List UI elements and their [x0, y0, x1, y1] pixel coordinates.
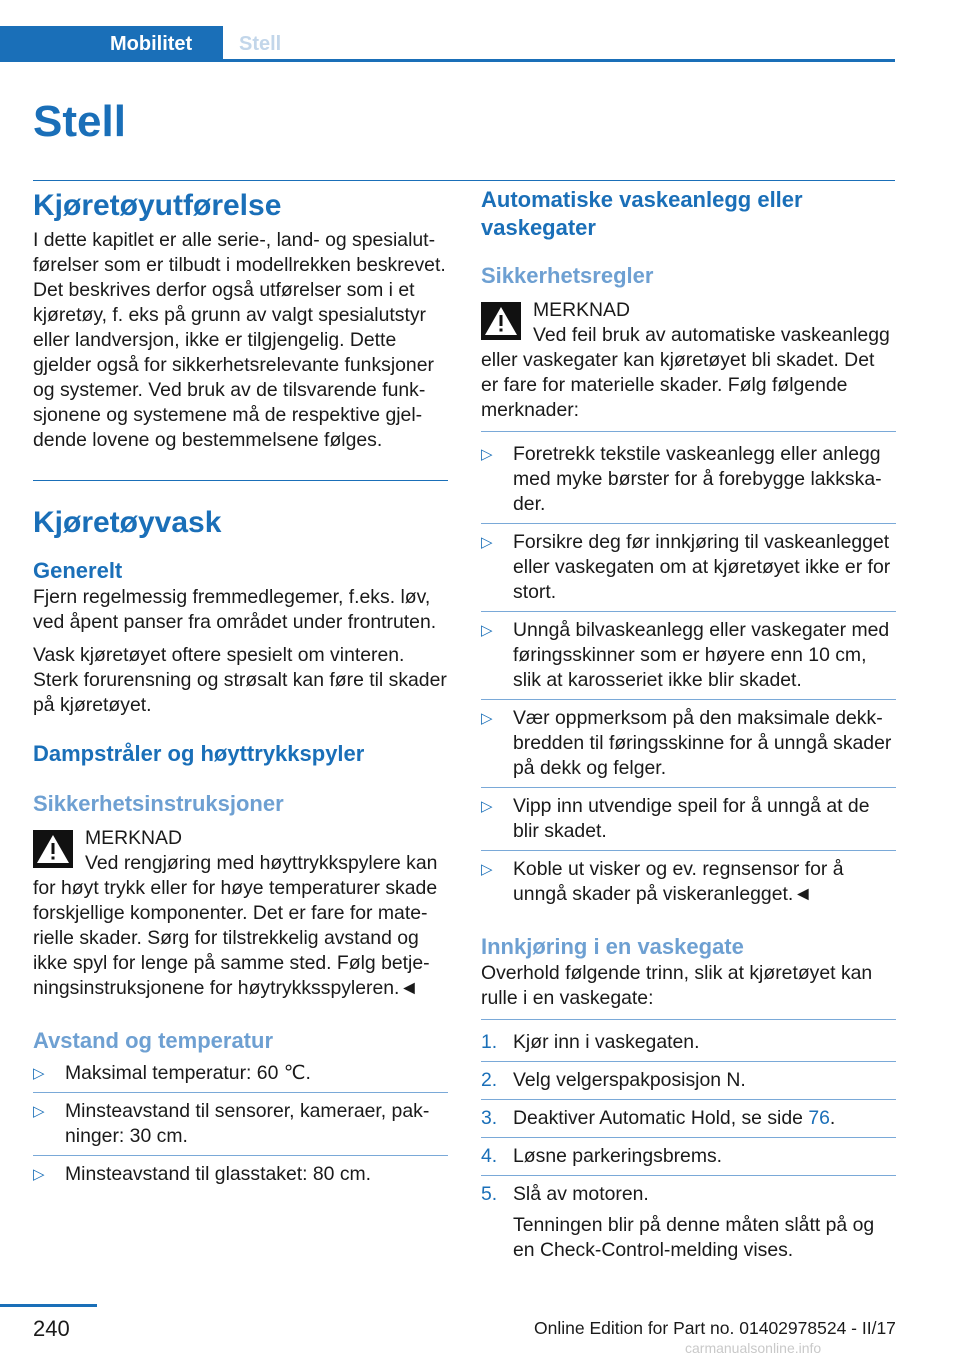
triangle-bullet-icon: ▷ [481, 622, 493, 639]
triangle-bullet-icon: ▷ [481, 534, 493, 551]
warning-box [481, 298, 896, 423]
subheading-safety-rules: Sikkerhetsregler [481, 263, 654, 288]
triangle-bullet-icon: ▷ [33, 1103, 45, 1120]
warning-label: MERKNAD [85, 827, 182, 849]
section-divider [33, 480, 448, 481]
step-item: 1. Kjør inn i vaskegaten. [481, 1031, 700, 1053]
list-divider [481, 431, 896, 432]
general-text-1: Fjern regelmessig fremmedlegemer, f.eks. løv, ved åpent panser fra området under frontruten. [33, 586, 437, 633]
list-divider [481, 1137, 896, 1138]
subheading-general: Generelt [33, 558, 123, 583]
distance-list [33, 1061, 448, 1187]
warning-text: Ved rengjøring med høyttrykkspylere kan for høyt trykk eller for høye temperaturer skade forskjellige komponenter. Det er fare for materielle skader. Sørg for tilstrekkelig avstand og ikke spyl for lenge på samme sted. Følg betjeningsinstruksjonene for høytrykksspyleren.◄ [33, 852, 438, 999]
list-item: ▷ Forsikre deg før innkjøring til vaskeanlegget eller vaskegaten om at kjøretøyet ikke er for stort. [481, 531, 891, 603]
list-divider [481, 850, 896, 851]
entering-text: Overhold følgende trinn, slik at kjøretøyet kan rulle i en vaskegate: [481, 962, 873, 1009]
list-item: ▷ Maksimal temperatur: 60 ℃. [33, 1062, 311, 1084]
list-divider [481, 787, 896, 788]
watermark-text: carmanualsonline.info [685, 1340, 822, 1356]
step-item: 2. Velg velgerspakposisjon N. [481, 1069, 746, 1091]
page-number: 240 [33, 1316, 70, 1341]
list-divider [481, 523, 896, 524]
step-sub-text: Tenningen blir på denne måten slått på og en Check-Control-melding vises. [513, 1214, 875, 1261]
edition-text: Online Edition for Part no. 01402978524 - II/17 [534, 1318, 896, 1338]
warning-box [33, 826, 448, 1001]
general-text-2: Vask kjøretøyet oftere spesielt om vinteren. Sterk forurensning og strøsalt kan føre til skader på kjøretøyet. [33, 644, 447, 716]
list-divider [481, 1061, 896, 1062]
warning-triangle-icon [33, 830, 73, 868]
section-title-car-wash: Automatiske vaskeanlegg eller vaskegater [481, 187, 803, 240]
list-divider [33, 1092, 448, 1093]
step-item: 4. Løsne parkeringsbrems. [481, 1145, 723, 1167]
list-item: ▷ Vipp inn utvendige speil for å unngå at de blir skadet. [481, 795, 870, 842]
list-item: ▷ Vær oppmerksom på den maksimale dekkbredden til føringsskinne for å unngå skader på dekk og felger. [481, 707, 892, 779]
steps-list [481, 1019, 896, 1263]
list-divider [33, 1155, 448, 1156]
list-item: ▷ Unngå bilvaskeanlegg eller vaskegater med føringsskinner som er høyere enn 10 cm, slik at karosseriet ikke blir skadet. [481, 619, 890, 691]
list-item: ▷ Koble ut visker og ev. regnsensor for å unngå skader på viskeranlegget.◄ [481, 858, 844, 905]
subheading-distance-temperature: Avstand og temperatur [33, 1028, 274, 1053]
list-item: ▷ Minsteavstand til glasstaket: 80 cm. [33, 1163, 372, 1185]
tab-mobilitet[interactable]: Mobilitet [0, 26, 223, 62]
section-title-vehicle-version: Kjøretøyutførelse [33, 189, 282, 222]
subheading-safety-instructions: Sikkerhetsinstruksjoner [33, 791, 284, 816]
list-item: ▷ Foretrekk tekstile vaskeanlegg eller anlegg med myke børster for å forebygge lakkskader. [481, 443, 882, 515]
car-wash-list [481, 431, 896, 907]
triangle-bullet-icon: ▷ [33, 1065, 45, 1082]
footer-divider [0, 1304, 97, 1307]
warning-label: MERKNAD [533, 299, 630, 321]
left-column [33, 182, 448, 1187]
warning-triangle-icon [481, 302, 521, 340]
right-column [481, 182, 896, 1263]
section-title-washing: Kjøretøyvask [33, 506, 222, 539]
title-divider [33, 180, 895, 181]
list-divider [481, 1099, 896, 1100]
subheading-entering-car-wash: Innkjøring i en vaskegate [481, 934, 744, 959]
subheading-pressure-washer: Dampstråler og høyttrykkspyler [33, 741, 365, 766]
vehicle-version-text: I dette kapitlet er alle serie-, land- og spesialutførelser som er tilbudt i modellrekken beskrevet. Det beskrives derfor også utførelser som i et kjøretøy, f. eks på grunn av valgt spesialutstyr eller landversjon, ikke er tilgjengelig. Dette gjelder også for sikkerhetsrelevante funksjoner og systemer. Ved bruk av de tilsvarende funksjonene og systemene må de respektive gjeldende lovene og bestemmelsene følges. [33, 229, 446, 451]
triangle-bullet-icon: ▷ [481, 798, 493, 815]
triangle-bullet-icon: ▷ [33, 1166, 45, 1183]
tab-stell[interactable]: Stell [239, 33, 282, 55]
triangle-bullet-icon: ▷ [481, 861, 493, 878]
warning-text: Ved feil bruk av automatiske vaskeanlegg eller vaskegater kan kjøretøyet bli skadet. Det er fare for materielle skader. Følg følgende merknader: [481, 324, 890, 421]
list-item: ▷ Minsteavstand til sensorer, kameraer, pakninger: 30 cm. [33, 1100, 430, 1147]
list-divider [481, 611, 896, 612]
header-bar [0, 26, 895, 62]
list-divider [481, 1019, 896, 1020]
triangle-bullet-icon: ▷ [481, 710, 493, 727]
triangle-bullet-icon: ▷ [481, 446, 493, 463]
list-divider [481, 1175, 896, 1176]
page-title: Stell [33, 97, 126, 146]
page-link[interactable]: 76 [808, 1107, 830, 1129]
step-item: 3. Deaktiver Automatic Hold, se side 76. [481, 1107, 836, 1129]
list-divider [481, 699, 896, 700]
step-item: 5. Slå av motoren. [481, 1183, 649, 1205]
